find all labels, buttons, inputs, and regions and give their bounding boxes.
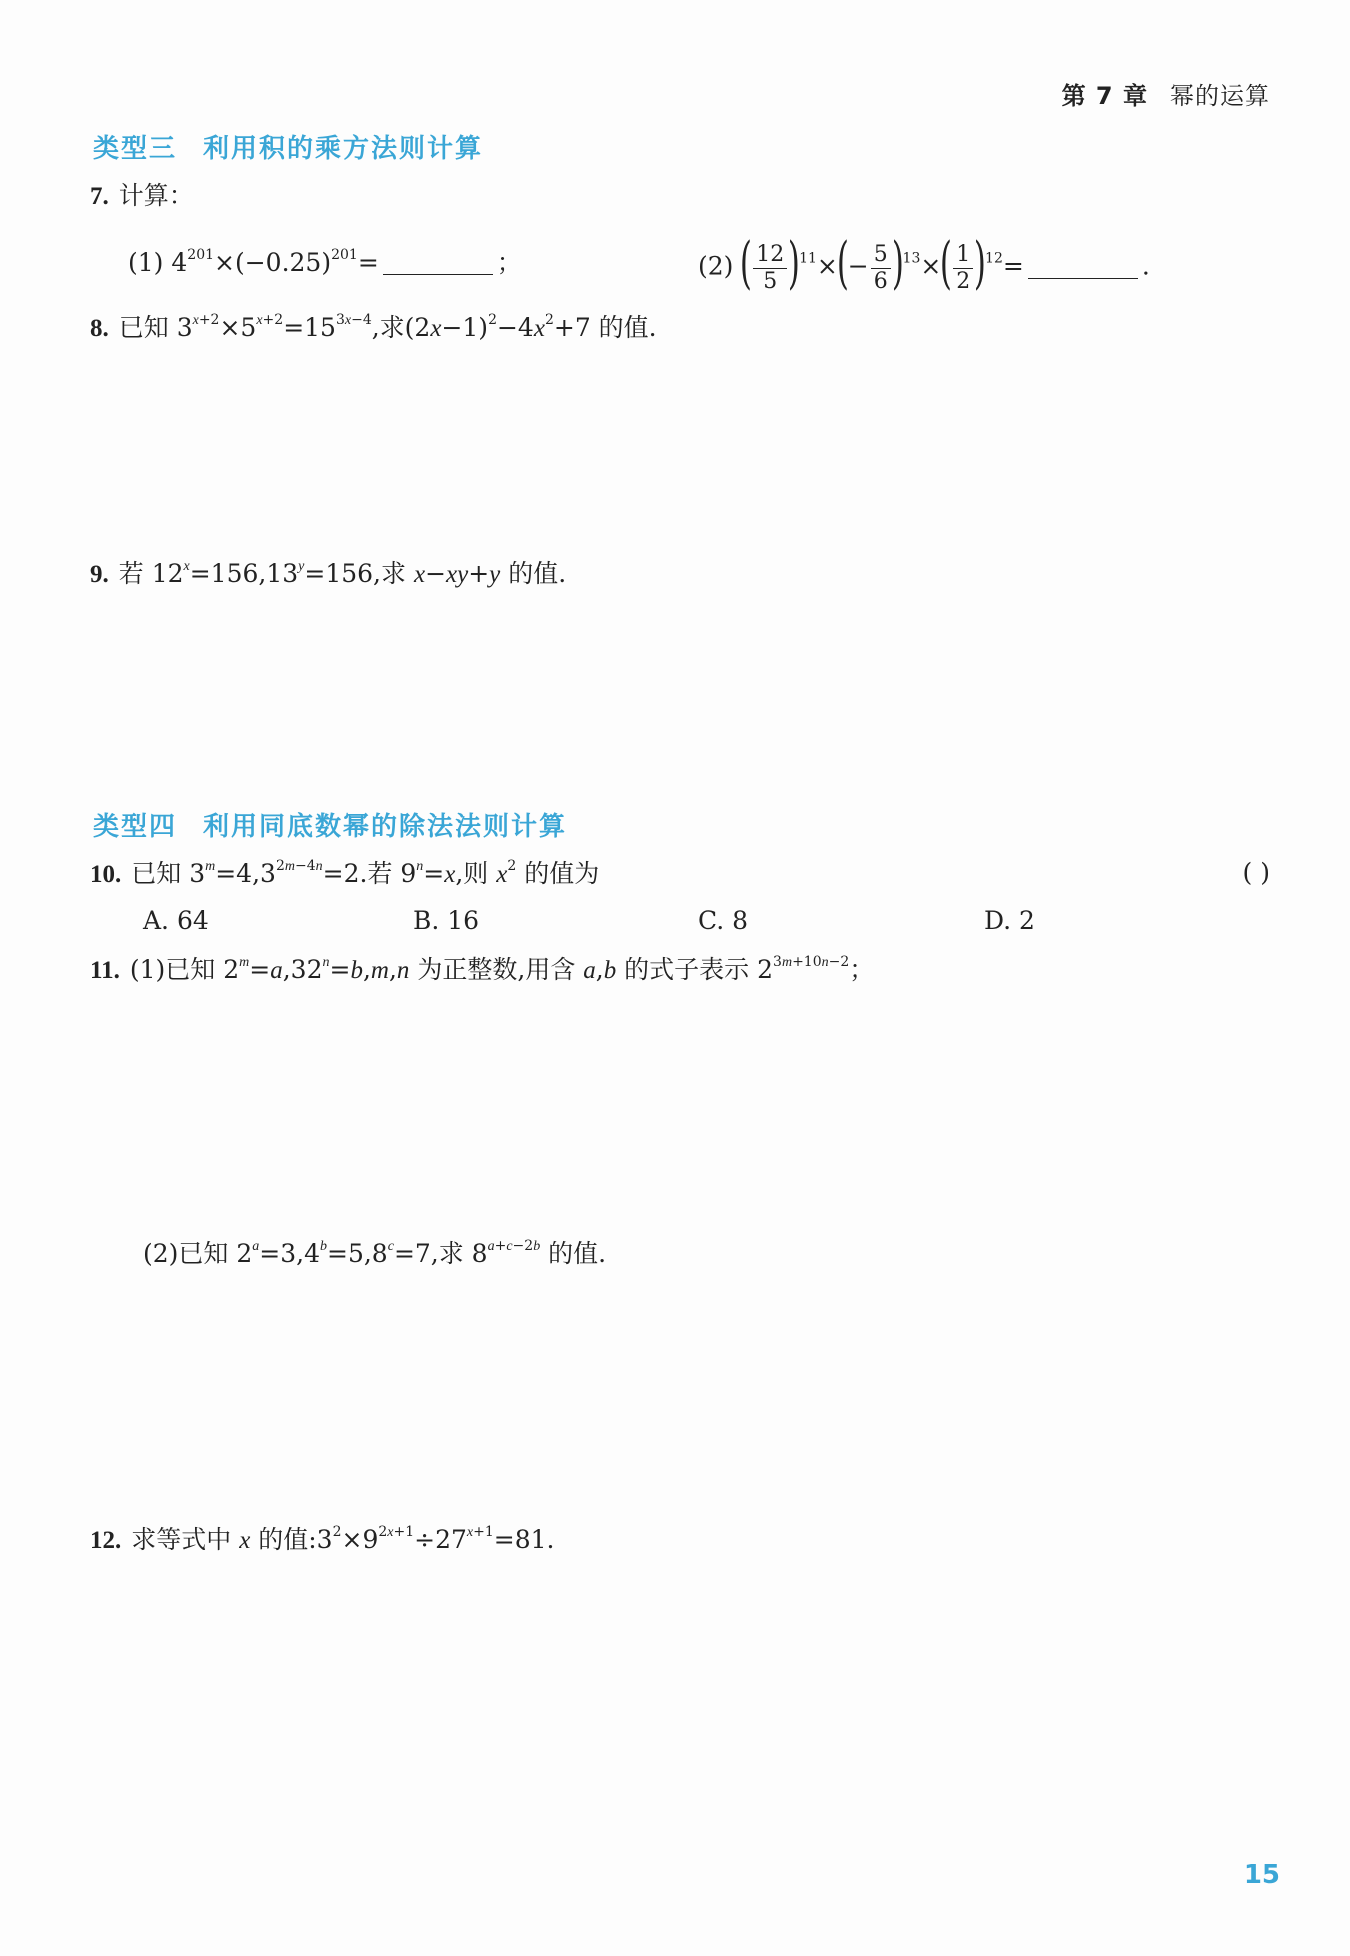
- fraction-5-6: $\frac{5}{6}$: [871, 242, 891, 295]
- question-number: 9.: [90, 561, 109, 588]
- section-label: 类型四: [93, 812, 178, 842]
- part-label: (2): [698, 251, 734, 281]
- section-title-type-four: [93, 806, 567, 843]
- answer-bracket[interactable]: ( ): [1242, 858, 1270, 887]
- question-10: 10. 已知 $3^m=4,3^{2m-4n}=2$.若 $9^n=x$,则 $x^2$ 的值为: [90, 858, 600, 888]
- choice-d[interactable]: D. 2: [984, 906, 1035, 935]
- choice-c[interactable]: C. 8: [698, 906, 749, 935]
- choice-b[interactable]: B. 16: [413, 906, 480, 935]
- page-header: [1062, 76, 1270, 111]
- section-heading: 利用积的乘方法则计算: [203, 134, 484, 164]
- section-title-type-three: [93, 128, 483, 165]
- question-9: 9. 若 $12^x=156,13^y=156$,求 x−xy+y 的值.: [90, 559, 567, 588]
- answer-blank[interactable]: [1028, 254, 1138, 279]
- question-number: 12.: [90, 1527, 122, 1554]
- part-label: (1): [128, 248, 164, 277]
- question-7-part-2: (2) ( $\frac{12}{5}$ )$^{11}$×(− $\frac{5}{6}$ )$^{13}$×( $\frac{1}{2}$ )$^{12}$= .: [698, 231, 1150, 296]
- question-7-part-1: (1) $4^{201}\times(-0.25)^{201}=$ ；: [128, 247, 522, 277]
- chapter-number: 第 7 章: [1061, 82, 1148, 110]
- question-11-part-1: 11. (1)已知 $2^m=a,32^n=b,m,n$ 为正整数,用含 a,b 的式子表示 $2^{3m+10n-2}$；: [90, 954, 875, 984]
- question-number: 7.: [90, 183, 109, 210]
- part-label: (1): [129, 955, 166, 984]
- question-8: 8. 已知 $3^{x+2}\times 5^{x+2}=15^{3x-4}$,求$(2x-1)^2-4x^2+7$ 的值.: [90, 312, 657, 342]
- question-number: 11.: [90, 957, 120, 984]
- question-number: 10.: [90, 861, 122, 888]
- page-number: 15: [1243, 1860, 1280, 1890]
- section-label: 类型三: [93, 134, 178, 164]
- fraction-1-2: $\frac{1}{2}$: [953, 242, 973, 295]
- answer-blank[interactable]: [383, 250, 493, 275]
- choice-a[interactable]: A. 64: [143, 906, 209, 935]
- question-text: 计算：: [118, 181, 194, 210]
- question-number: 8.: [90, 315, 109, 342]
- question-11-part-2: (2)已知 $2^a=3,4^b=5,8^c=7$,求 $8^{a+c-2b}$ 的值.: [143, 1238, 607, 1268]
- chapter-title: 幂的运算: [1170, 82, 1270, 110]
- question-7: [90, 178, 194, 215]
- fraction-12-5: $\frac{12}{5}$: [753, 242, 787, 295]
- part-label: (2): [143, 1239, 179, 1268]
- section-heading: 利用同底数幂的除法法则计算: [203, 812, 568, 842]
- question-12: 12. 求等式中 x 的值$:3^2\times 9^{2x+1}\div 27^{x+1}=81$.: [90, 1524, 555, 1554]
